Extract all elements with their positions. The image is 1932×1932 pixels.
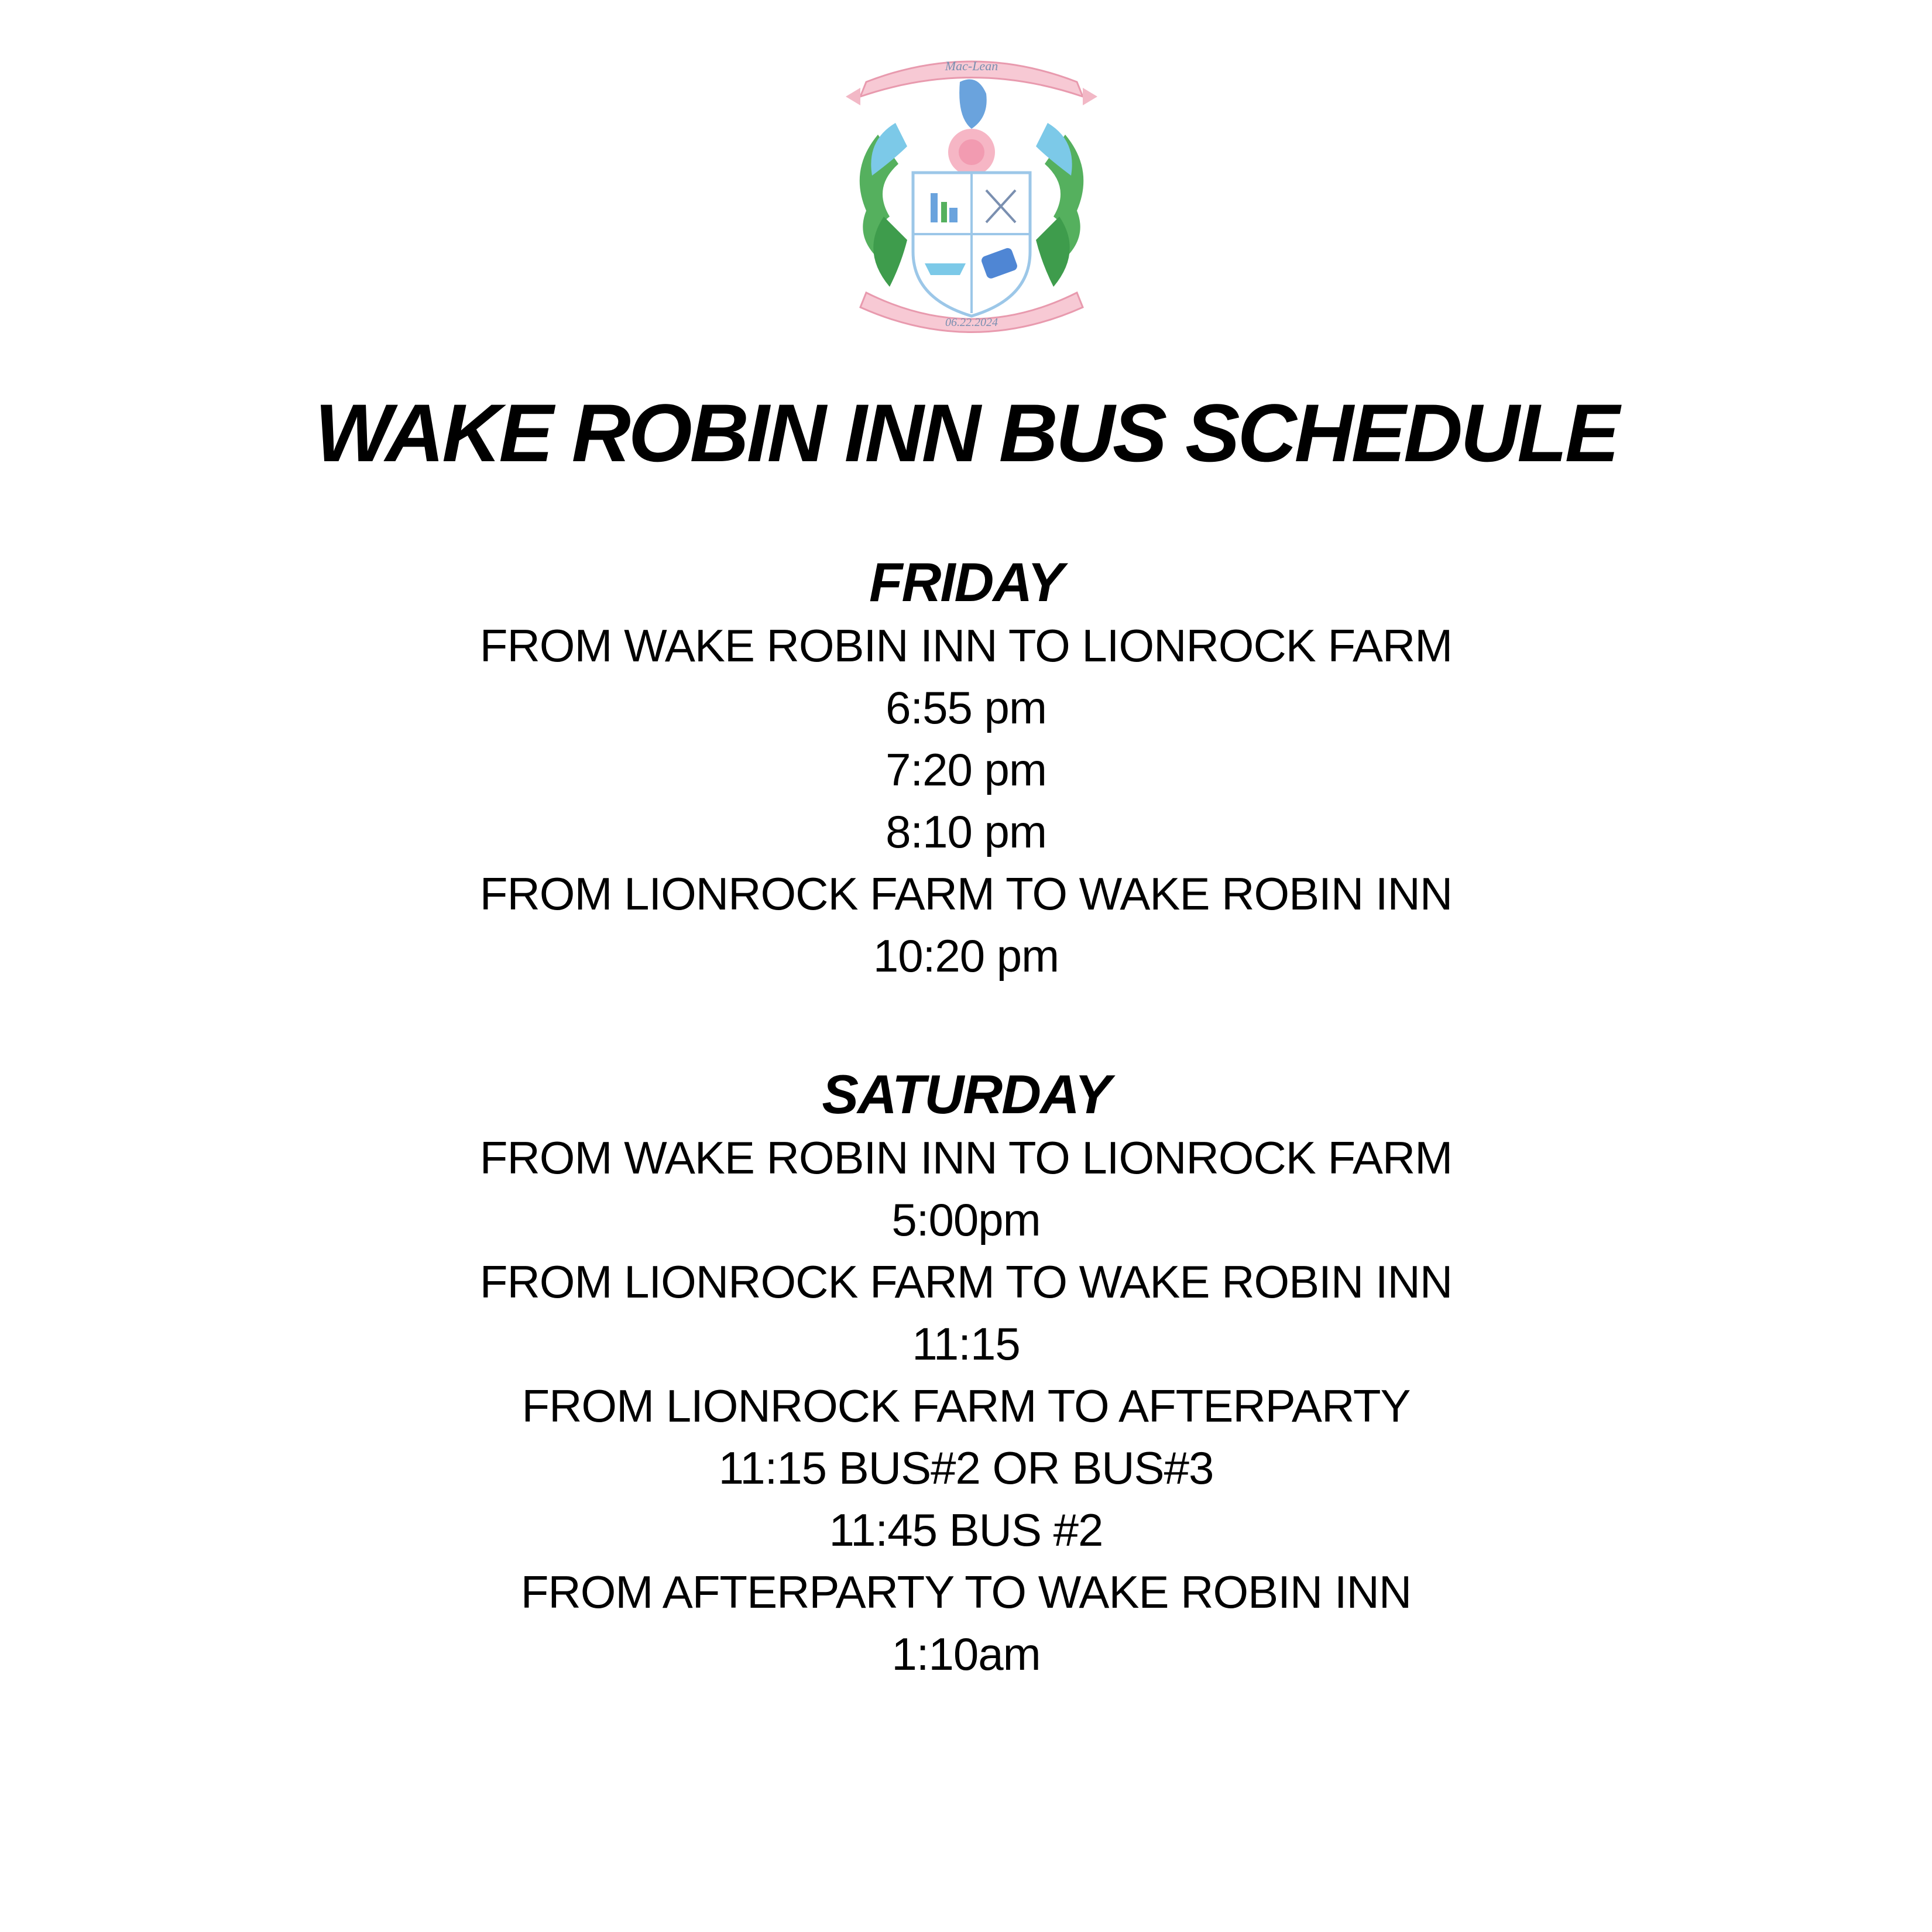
departure-time: 11:45 BUS #2	[829, 1504, 1103, 1556]
departure-time: 5:00pm	[891, 1194, 1041, 1245]
route-line: FROM LIONROCK FARM TO WAKE ROBIN INN	[479, 1256, 1453, 1308]
page-title: WAKE ROBIN INN BUS SCHEDULE	[314, 387, 1618, 479]
day-heading-saturday: SATURDAY	[822, 1063, 1110, 1125]
route-line: FROM LIONROCK FARM TO AFTERPARTY	[521, 1380, 1411, 1432]
family-crest	[843, 41, 1100, 334]
day-heading-friday: FRIDAY	[869, 551, 1063, 613]
route-line: FROM WAKE ROBIN INN TO LIONROCK FARM	[479, 620, 1453, 671]
route-line: FROM AFTERPARTY TO WAKE ROBIN INN	[520, 1566, 1412, 1618]
departure-time: 7:20 pm	[886, 744, 1046, 795]
departure-time: 1:10am	[891, 1628, 1041, 1680]
crest-banner-top: Mac-Lean	[945, 59, 998, 73]
crest-banner-bottom: 06.22.2024	[945, 316, 998, 329]
departure-time: 6:55 pm	[886, 682, 1046, 733]
departure-time: 10:20 pm	[873, 930, 1059, 982]
saturday-section	[0, 1062, 1932, 1685]
route-line: FROM WAKE ROBIN INN TO LIONROCK FARM	[479, 1132, 1453, 1183]
departure-time: 11:15 BUS#2 OR BUS#3	[718, 1442, 1214, 1494]
route-line: FROM LIONROCK FARM TO WAKE ROBIN INN	[479, 868, 1453, 919]
friday-section	[0, 550, 1932, 987]
departure-time: 8:10 pm	[886, 806, 1046, 857]
departure-time: 11:15	[912, 1318, 1020, 1370]
crest-illustration	[843, 41, 1100, 334]
